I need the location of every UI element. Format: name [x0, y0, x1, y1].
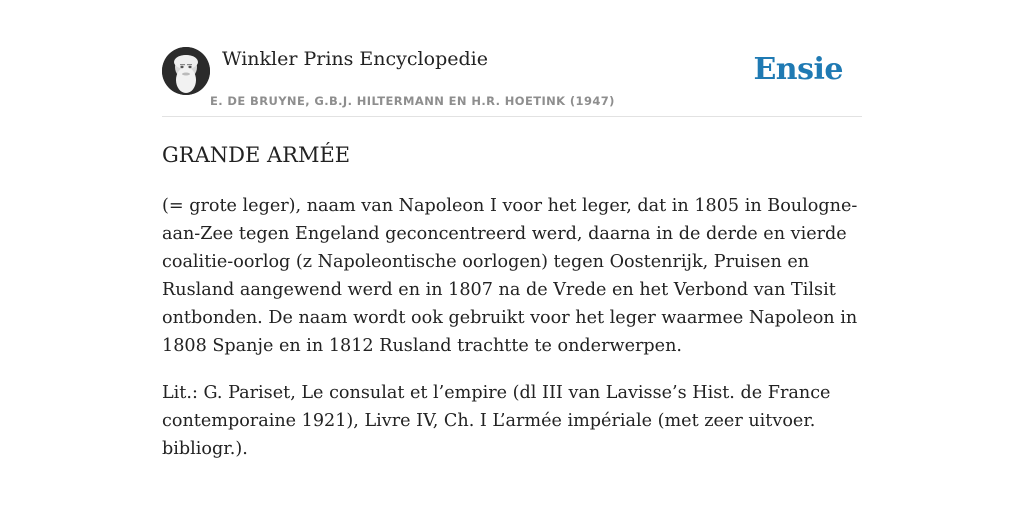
entry-paragraph-literature: Lit.: G. Pariset, Le consulat et l’empire (dl III van Lavisse’s Hist. de France contemporaine 1921), Livre IV, Ch. I L’armée impériale (met zeer uitvoer. bibliogr.).	[162, 383, 831, 459]
brand-logo[interactable]: Ensie	[753, 52, 843, 87]
header	[162, 46, 862, 117]
portrait-icon	[162, 47, 210, 95]
entry-paragraph-definition: (= grote leger), naam van Napoleon I voor het leger, dat in 1805 in Boulogne-aan-Zee tegen Engeland geconcentreerd werd, daarna in de derde en vierde coalitie-oorlog (z Napoleontische oorlogen) tegen Oostenrijk, Pruisen en Rusland aangewend werd en in 1807 na de Vrede en het Verbond van Tilsit ontbonden. De naam wordt ook gebruikt voor het leger waarmee Napoleon in 1808 Spanje en in 1812 Rusland trachtte te onderwerpen.	[162, 196, 858, 356]
entry-title: GRANDE ARMÉE	[162, 143, 351, 167]
author-avatar	[162, 47, 210, 95]
authors-line: E. DE BRUYNE, G.B.J. HILTERMANN EN H.R. HOETINK (1947)	[210, 94, 615, 108]
site-title[interactable]: Winkler Prins Encyclopedie	[222, 48, 488, 70]
